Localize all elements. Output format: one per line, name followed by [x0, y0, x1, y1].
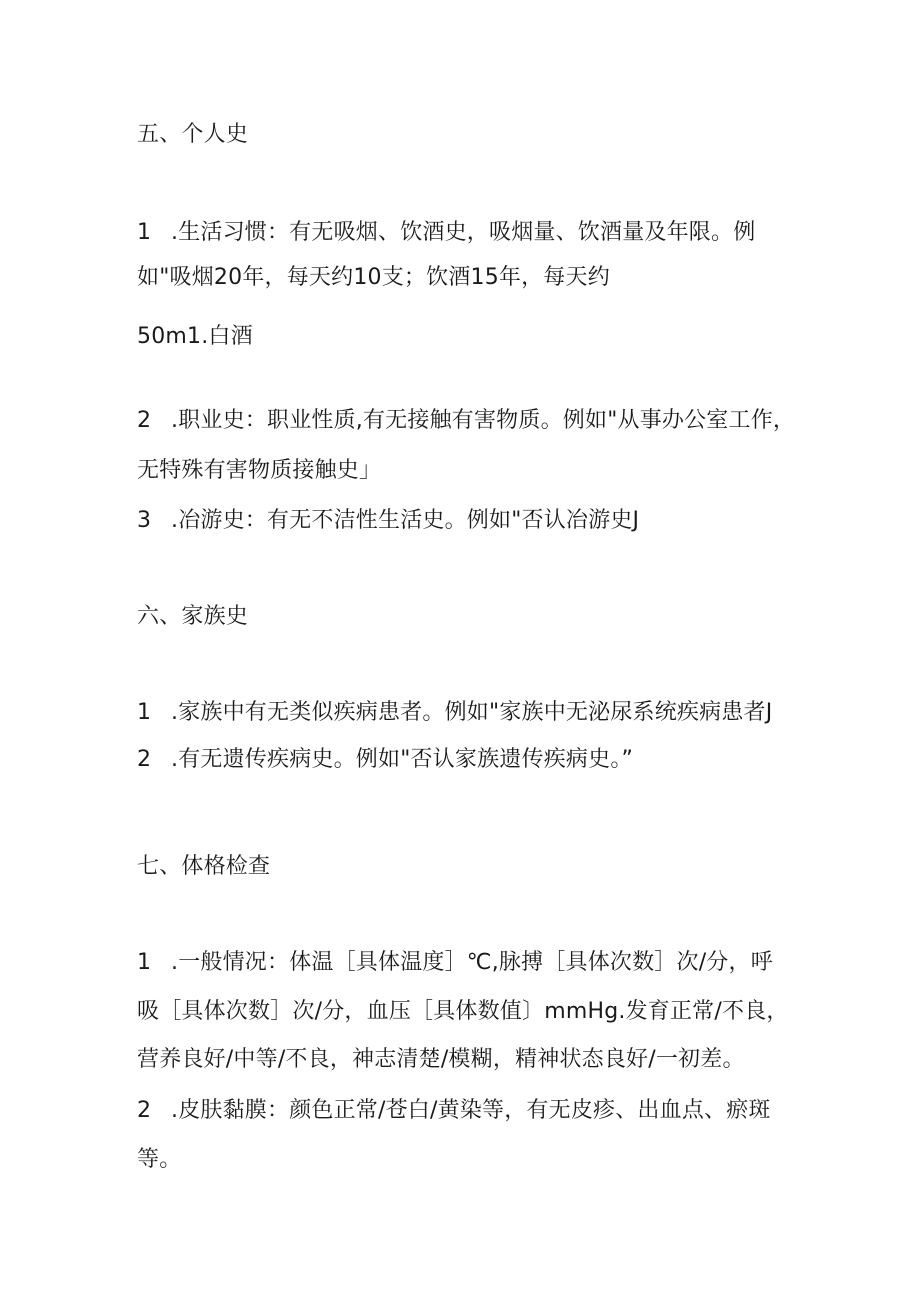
item-text: .皮肤黏膜：颜色正常/苍白/黄染等，有无皮疹、出血点、瘀斑 [171, 1098, 771, 1123]
family-history-item-1-line-1 [137, 698, 817, 728]
personal-history-item-3-line-1 [137, 506, 817, 536]
item-text: .家族中有无类似疾病患者。例如"家族中无泌尿系统疾病患者J [171, 700, 773, 725]
personal-history-item-1-line-2: 如"吸烟20年，每天约10支；饮酒15年，每天约 [137, 265, 610, 290]
physical-exam-item-1-line-1 [137, 948, 817, 978]
section-heading-personal-history: 五、个人史 [137, 122, 249, 147]
item-number: 2 [137, 747, 152, 772]
item-number: 1 [137, 700, 152, 725]
personal-history-item-1-line-1 [137, 218, 817, 248]
item-number: 2 [137, 408, 152, 433]
section-heading-family-history: 六、家族史 [137, 604, 249, 629]
item-number: 2 [137, 1098, 152, 1123]
item-text: .生活习惯：有无吸烟、饮酒史，吸烟量、饮酒量及年限。例 [171, 220, 756, 245]
item-number: 1 [137, 220, 152, 245]
physical-exam-item-1-line-2: 吸［具体次数］次/分，血压［具体数值〕mmHg.发育正常/不良， [137, 999, 789, 1024]
item-text: .有无遗传疾病史。例如"否认家族遗传疾病史。” [171, 747, 634, 772]
item-text: .冶游史：有无不洁性生活史。例如"否认冶游史J [171, 508, 640, 533]
item-text: .一般情况：体温［具体温度］℃,脉搏［具体次数］次/分，呼 [171, 950, 773, 975]
item-number: 3 [137, 508, 152, 533]
physical-exam-item-2-line-1 [137, 1096, 817, 1126]
section-heading-physical-exam: 七、体格检查 [137, 854, 271, 879]
physical-exam-item-1-line-3: 营养良好/中等/不良，神志清楚/模糊，精神状态良好/一初差。 [137, 1047, 745, 1072]
item-text: .职业史：职业性质,有无接触有害物质。例如"从事办公室工作， [171, 408, 796, 433]
personal-history-item-1-line-3: 50m1.白酒 [137, 324, 253, 349]
item-number: 1 [137, 950, 152, 975]
personal-history-item-2-line-2: 无特殊有害物质接触史」 [137, 458, 382, 483]
family-history-item-2-line-1 [137, 745, 817, 775]
physical-exam-item-2-line-2: 等。 [137, 1147, 182, 1172]
personal-history-item-2-line-1 [137, 406, 817, 436]
